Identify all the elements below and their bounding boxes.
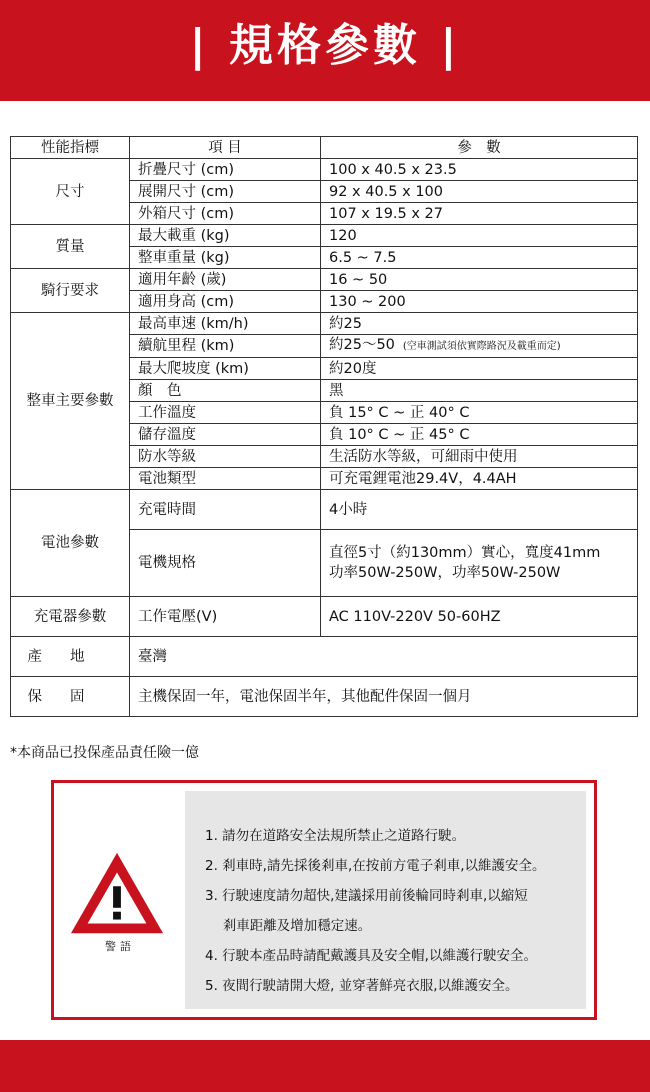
motor-spec-line: 直徑5寸（約130mm）實心，寬度41mm	[329, 545, 601, 561]
value-cell: 黑	[321, 380, 638, 402]
category-battery: 電池參數	[11, 490, 130, 597]
table-row	[11, 490, 638, 530]
value-cell: 107 x 19.5 x 27	[321, 203, 638, 225]
list-item: 5. 夜間行駛請開大燈, 並穿著鮮亮衣服,以維護安全。	[205, 978, 519, 994]
origin-label: 產地	[27, 648, 113, 665]
value-cell: 約20度	[321, 358, 638, 380]
list-item: 剎車距離及增加穩定速。	[205, 918, 372, 934]
footer-banner	[0, 1040, 650, 1092]
value-cell: 可充電鋰電池29.4V，4.4AH	[321, 468, 638, 490]
item-cell: 折疊尺寸 (cm)	[130, 159, 321, 181]
item-cell: 充電時間	[130, 490, 321, 530]
item-cell: 適用年齡 (歲)	[130, 269, 321, 291]
warranty-value: 主機保固一年，電池保固半年，其他配件保固一個月	[130, 677, 638, 717]
category-rider: 騎行要求	[11, 269, 130, 313]
item-cell: 展開尺寸 (cm)	[130, 181, 321, 203]
header-banner	[0, 0, 650, 101]
category-charger: 充電器參數	[11, 597, 130, 637]
item-cell: 續航里程 (km)	[130, 335, 321, 358]
value-cell: 4小時	[321, 490, 638, 530]
insurance-disclaimer: *本商品已投保產品責任險一億	[10, 745, 199, 761]
value-cell: 約25	[321, 313, 638, 335]
warning-panel	[185, 791, 586, 1009]
warning-box	[51, 780, 597, 1020]
value-cell: 生活防水等級，可細雨中使用	[321, 446, 638, 468]
value-cell: 負 10° C ~ 正 45° C	[321, 424, 638, 446]
item-cell: 電池類型	[130, 468, 321, 490]
item-cell: 儲存溫度	[130, 424, 321, 446]
table-row	[11, 159, 638, 181]
category-origin	[11, 637, 130, 677]
item-cell: 工作電壓(V)	[130, 597, 321, 637]
item-cell: 防水等級	[130, 446, 321, 468]
value-cell: 120	[321, 225, 638, 247]
item-cell: 最大載重 (kg)	[130, 225, 321, 247]
warning-label: 警語	[105, 940, 135, 953]
page-title: | 規格參數 |	[189, 20, 461, 71]
warning-list	[205, 821, 546, 1001]
category-size: 尺寸	[11, 159, 130, 225]
item-cell: 工作溫度	[130, 402, 321, 424]
category-weight: 質量	[11, 225, 130, 269]
item-cell: 外箱尺寸 (cm)	[130, 203, 321, 225]
item-cell: 顏 色	[130, 380, 321, 402]
item-cell: 整車重量 (kg)	[130, 247, 321, 269]
table-header-row	[11, 137, 638, 159]
category-warranty	[11, 677, 130, 717]
item-cell: 適用身高 (cm)	[130, 291, 321, 313]
value-cell: AC 110V-220V 50-60HZ	[321, 597, 638, 637]
header-category: 性能指標	[11, 137, 130, 159]
table-row	[11, 225, 638, 247]
list-item: 3. 行駛速度請勿超快,建議採用前後輪同時剎車,以縮短	[205, 888, 528, 904]
header-value: 參 數	[321, 137, 638, 159]
value-cell: 130 ~ 200	[321, 291, 638, 313]
range-note: (空車測試須依實際路況及載重而定)	[402, 341, 561, 352]
table-row	[11, 269, 638, 291]
warning-triangle-icon	[68, 849, 166, 937]
list-item: 2. 剎車時,請先採後剎車,在按前方電子剎車,以維護安全。	[205, 858, 546, 874]
value-cell: 16 ~ 50	[321, 269, 638, 291]
value-cell	[321, 530, 638, 597]
value-cell	[321, 335, 638, 358]
category-main: 整車主要參數	[11, 313, 130, 490]
value-cell: 6.5 ~ 7.5	[321, 247, 638, 269]
value-cell: 92 x 40.5 x 100	[321, 181, 638, 203]
header-item: 項 目	[130, 137, 321, 159]
list-item: 4. 行駛本產品時請配戴護具及安全帽,以維護行駛安全。	[205, 948, 537, 964]
item-cell: 最高車速 (km/h)	[130, 313, 321, 335]
motor-power-line: 功率50W-250W，功率50W-250W	[329, 565, 561, 581]
range-value: 約25～50	[329, 337, 395, 353]
table-row	[11, 637, 638, 677]
origin-value: 臺灣	[130, 637, 638, 677]
table-row	[11, 597, 638, 637]
spec-table	[10, 136, 638, 717]
value-cell: 負 15° C ~ 正 40° C	[321, 402, 638, 424]
table-row	[11, 677, 638, 717]
item-cell: 電機規格	[130, 530, 321, 597]
value-cell: 100 x 40.5 x 23.5	[321, 159, 638, 181]
warranty-label: 保固	[27, 688, 113, 705]
table-row	[11, 313, 638, 335]
item-cell: 最大爬坡度 (km)	[130, 358, 321, 380]
list-item: 1. 請勿在道路安全法規所禁止之道路行駛。	[205, 828, 466, 844]
